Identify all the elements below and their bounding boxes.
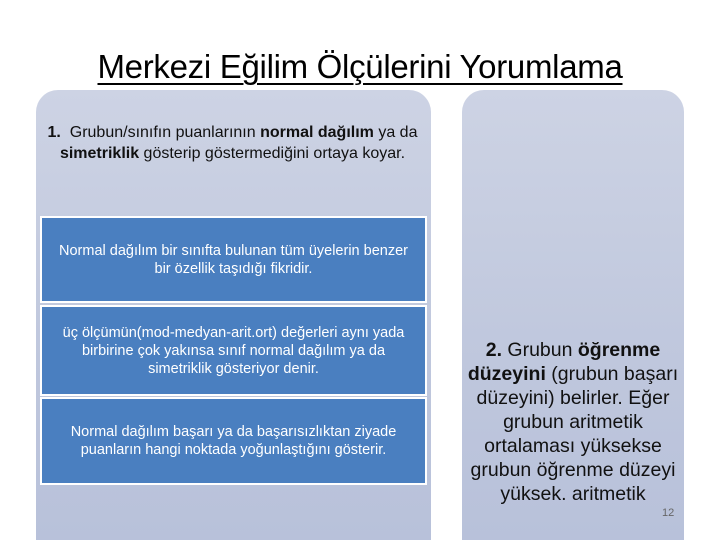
right-text-bold-ogrenme-duzeyi: öğrenme düzeyini xyxy=(467,339,661,385)
right-text-part1: Grubun xyxy=(502,339,578,361)
left-panel-text xyxy=(40,122,425,164)
left-text-part1: Grubun/sınıfın puanlarının xyxy=(69,124,261,141)
info-box-normal-dagilim-definition xyxy=(40,216,427,303)
slide-title: Merkezi Eğilim Ölçülerini Yorumlama xyxy=(97,48,623,85)
info-box-text: üç ölçümün(mod-medyan-arit.ort) değerleri aynı yada birbirine çok yakınsa sınıf normal dağılım ya da simetriklik gösteriyor denir. xyxy=(62,324,405,377)
item-number-2: 2. xyxy=(485,339,502,361)
item-number-1: 1. xyxy=(47,124,61,141)
right-panel-text xyxy=(462,338,684,506)
info-box-concentration xyxy=(40,397,427,485)
slide-page-number: 12 xyxy=(662,507,675,519)
info-box-text: Normal dağılım başarı ya da başarısızlıktan ziyade puanların hangi noktada yoğunlaştığını gösterir. xyxy=(70,424,397,458)
left-text-part3: gösterip göstermediğini ortaya koyar. xyxy=(139,145,406,162)
left-text-part2: ya da xyxy=(373,124,418,141)
left-text-bold-simetriklik: simetriklik xyxy=(59,145,140,162)
left-text-bold-normal-dagilim: normal dağılım xyxy=(260,124,374,141)
info-box-three-measures xyxy=(40,305,427,396)
info-box-text: Normal dağılım bir sınıfta bulunan tüm üyelerin benzer bir özellik taşıdığı fikridir. xyxy=(59,242,408,277)
right-text-part2: (grubun başarı düzeyini) belirler. Eğer grubun aritmetik ortalaması yüksekse grubun öğrenme düzeyi yüksek. aritmetik xyxy=(470,363,679,505)
